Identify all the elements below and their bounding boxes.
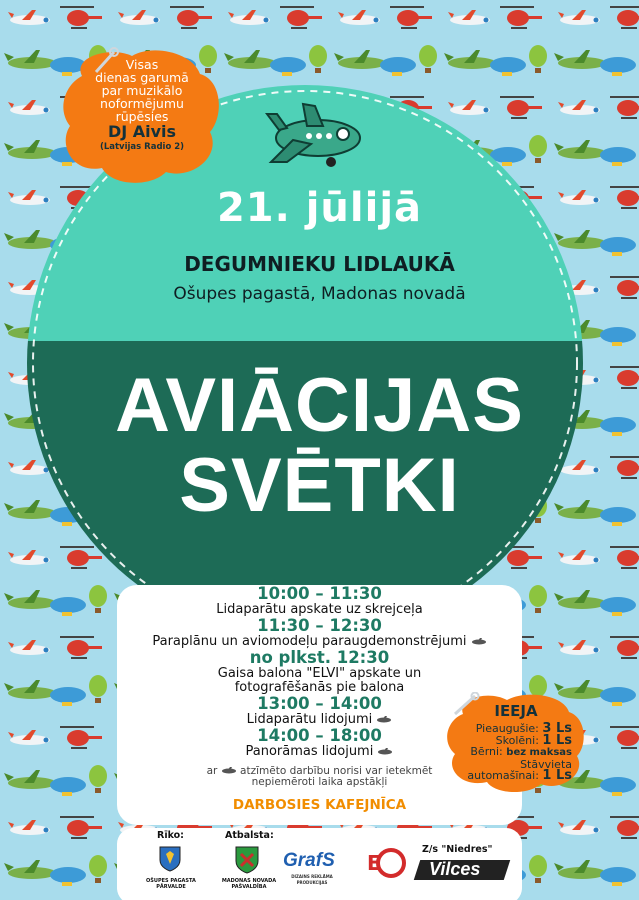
dj-line: Visas xyxy=(125,57,159,72)
schedule-time: no plkst. 12:30 xyxy=(249,648,390,667)
schedule-time: 11:30 – 12:30 xyxy=(257,616,382,635)
schedule-desc: fotografēšanās pie balona xyxy=(234,680,405,695)
dj-station: (Latvijas Radio 2) xyxy=(99,142,185,152)
price-label: Bērni: xyxy=(470,745,503,758)
organizer-name-line: OŠUPES PAGASTA xyxy=(146,878,196,884)
dj-name: DJ Aivis xyxy=(107,122,177,141)
cafe-notice: DARBOSIES KAFEJNĪCA xyxy=(232,797,407,813)
weather-plane-icon xyxy=(221,767,237,775)
schedule-desc: Lidaparātu lidojumi xyxy=(246,712,373,727)
dj-line: dienas garumā xyxy=(95,70,189,85)
price-label: automašīnai: xyxy=(467,769,539,782)
cartoon-plane-icon xyxy=(263,100,373,175)
schedule-item xyxy=(117,649,522,695)
organizer-name xyxy=(135,878,207,890)
note-text: nepiemēroti laika apstākļi xyxy=(251,776,388,788)
schedule-desc: Panorāmas lidojumi xyxy=(245,744,374,759)
weather-plane-icon xyxy=(471,638,487,646)
schedule-desc: Paraplānu un aviomodeļu paraugdemonstrējumi xyxy=(152,634,467,649)
weather-plane-icon xyxy=(377,748,393,756)
schedule-time: 14:00 – 18:00 xyxy=(257,726,382,745)
entry-title: IEEJA xyxy=(494,702,538,720)
price-row xyxy=(460,770,572,782)
schedule-time: 13:00 – 14:00 xyxy=(257,694,382,713)
event-venue: DEGUMNIEKU LIDLAUKĀ xyxy=(184,252,455,276)
note-prefix: ar xyxy=(206,765,218,777)
dj-announcement xyxy=(62,58,222,154)
schedule-desc: Gaisa balona "ELVI" apskate un xyxy=(217,666,422,681)
vilces-logo: Vilces xyxy=(429,859,481,879)
support-name-line: PAŠVALDĪBA xyxy=(231,884,267,890)
schedule-item xyxy=(117,585,522,617)
partner-logo-icon xyxy=(363,846,409,880)
note-text: atzīmēto darbību norisi var ietekmēt xyxy=(240,765,433,777)
schedule-time: 10:00 – 11:30 xyxy=(257,584,382,603)
sponsor-footer xyxy=(117,826,522,900)
support-name-line: MADONAS NOVADA xyxy=(221,878,277,884)
grafs-logo: GrafS xyxy=(283,850,335,871)
organizer-name-line: PĀRVALDE xyxy=(156,884,186,890)
price-label: Pieaugušie: xyxy=(475,722,539,735)
schedule-item xyxy=(117,617,522,649)
support-name xyxy=(213,878,285,890)
schedule-desc: Lidaparātu apskate uz skrejceļa xyxy=(216,602,423,617)
madona-coat-of-arms-icon xyxy=(235,846,259,874)
osupes-coat-of-arms-icon xyxy=(159,846,181,872)
event-title-line2: SVĒTKI xyxy=(179,443,460,528)
dj-line: par muzikālo xyxy=(101,83,183,98)
price-value: 3 Ls xyxy=(542,721,572,736)
event-title-line1: AVIĀCIJAS xyxy=(115,363,524,448)
price-label: Skolēni: xyxy=(495,733,539,747)
weather-plane-icon xyxy=(376,716,392,724)
organizer-label: Rīko: xyxy=(157,830,184,841)
support-label: Atbalsta: xyxy=(225,830,274,841)
price-value: 1 Ls xyxy=(542,768,572,783)
event-locality: Ošupes pagastā, Madonas novadā xyxy=(173,284,466,304)
entry-prices xyxy=(460,702,572,782)
dj-line: rūpēsies xyxy=(115,109,169,124)
price-label: Stāvvieta xyxy=(520,757,572,771)
farm-label: Z/s "Niedres" xyxy=(422,844,493,855)
event-date: 21. jūlijā xyxy=(216,185,423,231)
dj-line: noformējumu xyxy=(100,96,184,111)
svg-text:E: E xyxy=(367,851,381,875)
grafs-logo-subtitle: DIZAINS REKLĀMA PRODUKCIJAS xyxy=(291,874,333,885)
price-value: bez maksas xyxy=(506,747,572,758)
price-value: 1 Ls xyxy=(542,732,572,748)
